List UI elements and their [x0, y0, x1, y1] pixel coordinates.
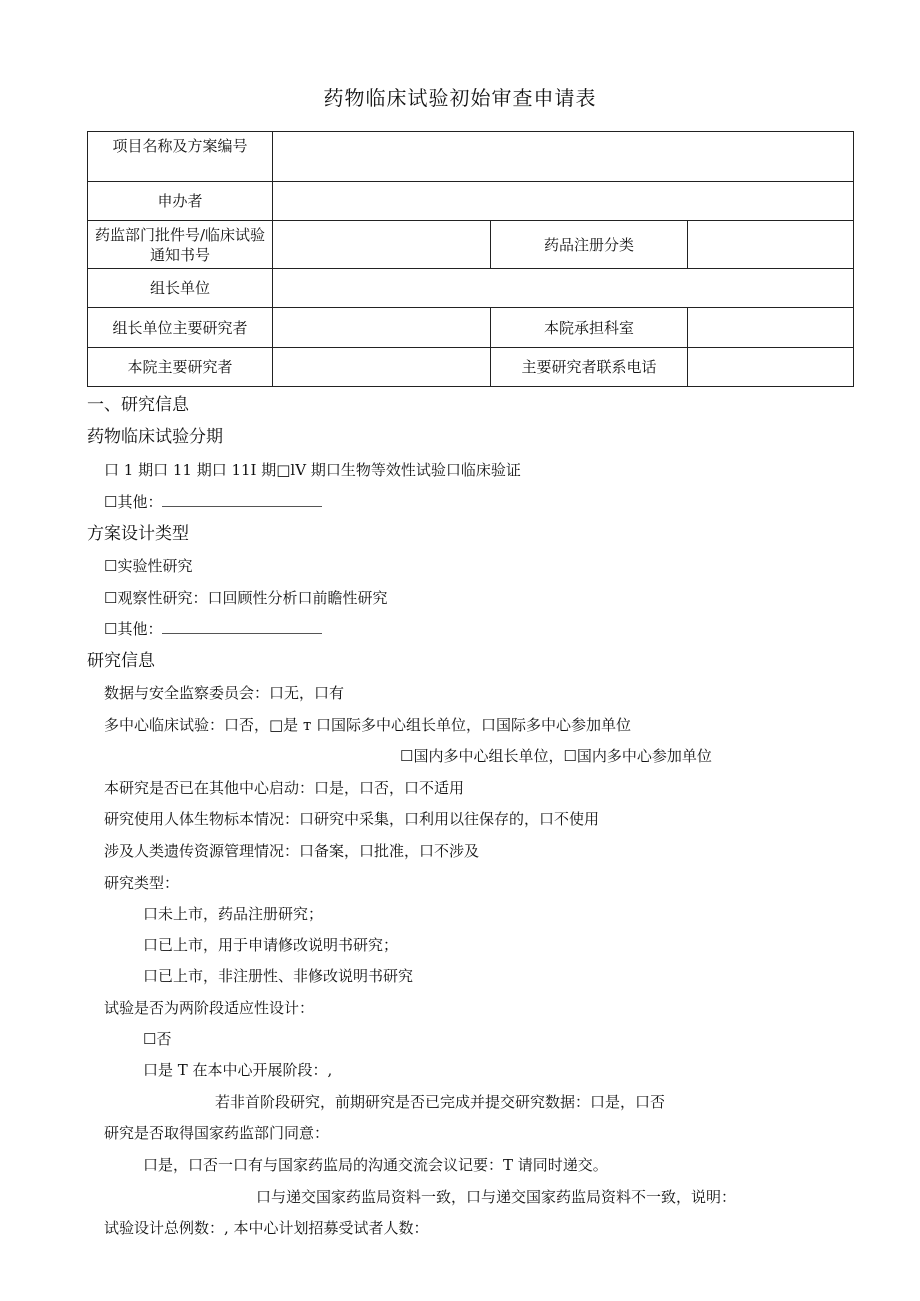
nmpa-consistency-option[interactable]: 口与递交国家药监局资料一致，口与递交国家药监局资料不一致，说明： [256, 1188, 737, 1206]
application-form-table [87, 131, 854, 387]
design-experimental-option[interactable]: ☐实验性研究 [104, 557, 193, 575]
design-type-heading: 方案设计类型 [87, 524, 189, 544]
drug-category-field[interactable] [688, 221, 854, 269]
page-title: 药物临床试验初始审查申请表 [323, 86, 597, 110]
local-pi-field[interactable] [273, 348, 491, 387]
adaptive-design-label: 试验是否为两阶段适应性设计： [104, 999, 315, 1017]
study-type-nonregistration-option[interactable]: 口已上市，非注册性、非修改说明书研究 [143, 967, 414, 985]
lead-unit-pi-field[interactable] [273, 308, 491, 348]
design-other-label: ☐其他： [104, 620, 163, 638]
phase-heading: 药物临床试验分期 [87, 427, 223, 447]
dept-label: 本院承担科室 [491, 308, 688, 348]
study-type-label: 研究类型： [104, 874, 180, 892]
local-pi-label: 本院主要研究者 [88, 348, 273, 387]
section-heading: 一、研究信息 [87, 395, 189, 415]
nmpa-consent-option[interactable]: 口是，口否一口有与国家药监局的沟通交流会议记要：T 请同时递交。 [143, 1156, 608, 1174]
project-name-label: 项目名称及方案编号 [88, 132, 273, 182]
lead-unit-pi-label: 组长单位主要研究者 [88, 308, 273, 348]
dsmb-option[interactable]: 数据与安全监察委员会：口无，口有 [104, 684, 345, 702]
sample-size-line[interactable]: 试验设计总例数：, 本中心计划招募受试者人数： [104, 1219, 429, 1237]
multicenter-domestic-option[interactable]: ☐国内多中心组长单位，☐国内多中心参加单位 [400, 747, 712, 765]
nmpa-consent-label: 研究是否取得国家药监部门同意： [104, 1124, 330, 1142]
design-other[interactable] [104, 619, 322, 639]
multicenter-option[interactable]: 多中心临床试验：口否，□是 т 口国际多中心组长单位，口国际多中心参加单位 [104, 716, 632, 734]
phase-other[interactable] [104, 492, 322, 512]
sponsor-label: 申办者 [88, 182, 273, 221]
study-type-unlisted-option[interactable]: 口未上市，药品注册研究； [143, 905, 324, 923]
phase-options[interactable]: 口 1 期口 11 期口 11I 期□lV 期口生物等效性试验口临床验证 [104, 461, 521, 479]
phase-other-blank[interactable] [162, 492, 322, 507]
sponsor-field[interactable] [273, 182, 854, 221]
approval-no-label: 药监部门批件号/临床试验通知书号 [88, 221, 273, 269]
adaptive-no-option[interactable]: ☐否 [143, 1030, 172, 1048]
study-type-label-change-option[interactable]: 口已上市，用于申请修改说明书研究； [143, 936, 399, 954]
design-other-blank[interactable] [162, 619, 322, 634]
biospecimen-option[interactable]: 研究使用人体生物标本情况：口研究中采集，口利用以往保存的，口不使用 [104, 810, 600, 828]
pi-phone-field[interactable] [688, 348, 854, 387]
started-elsewhere-option[interactable]: 本研究是否已在其他中心启动：口是，口否，口不适用 [104, 779, 465, 797]
design-observational-option[interactable]: ☐观察性研究：口回顾性分析口前瞻性研究 [104, 589, 388, 607]
adaptive-yes-option[interactable]: 口是 T 在本中心开展阶段：, [143, 1061, 333, 1079]
approval-no-field[interactable] [273, 221, 491, 269]
prior-stage-option[interactable]: 若非首阶段研究，前期研究是否已完成并提交研究数据：口是，口否 [215, 1093, 666, 1111]
phase-other-label: ☐其他： [104, 493, 163, 511]
drug-category-label: 药品注册分类 [491, 221, 688, 269]
study-info-heading: 研究信息 [87, 651, 155, 671]
genetic-resource-option[interactable]: 涉及人类遗传资源管理情况：口备案，口批准，口不涉及 [104, 842, 480, 860]
pi-phone-label: 主要研究者联系电话 [491, 348, 688, 387]
lead-unit-label: 组长单位 [88, 269, 273, 308]
lead-unit-field[interactable] [273, 269, 854, 308]
project-name-field[interactable] [273, 132, 854, 182]
dept-field[interactable] [688, 308, 854, 348]
